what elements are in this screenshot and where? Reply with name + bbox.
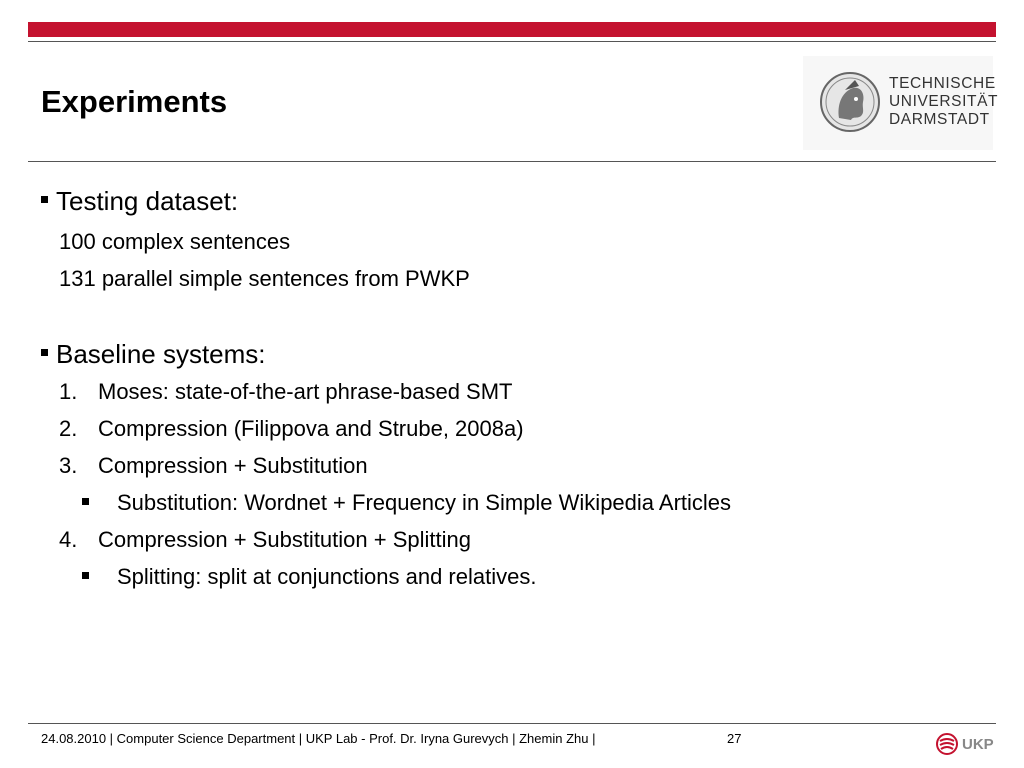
logo-line-3: DARMSTADT	[889, 111, 990, 128]
header-rule	[28, 41, 996, 42]
item-number: 1.	[59, 379, 78, 404]
page-number: 27	[727, 731, 742, 746]
item-number: 2.	[59, 416, 78, 441]
baseline-item-3-sub	[82, 490, 731, 516]
baseline-item-4	[59, 527, 471, 553]
ukp-logo-text: UKP	[962, 735, 994, 753]
header-accent-bar	[28, 22, 996, 37]
logo-wordmark	[889, 75, 998, 129]
baseline-item-4-sub	[82, 564, 536, 590]
baseline-item-1	[59, 379, 513, 405]
university-logo	[803, 56, 999, 150]
bullet-testing-dataset	[41, 186, 238, 217]
item-text: Compression (Filippova and Strube, 2008a)	[98, 416, 524, 441]
bullet-baseline-systems	[41, 339, 266, 370]
testing-line-2: 131 parallel simple sentences from PWKP	[59, 266, 470, 291]
sub-item-text: Substitution: Wordnet + Frequency in Simple Wikipedia Articles	[117, 490, 732, 515]
bullet-square-icon	[41, 349, 48, 356]
sub-bullet-square-icon	[82, 572, 89, 579]
baseline-item-3	[59, 453, 368, 479]
sub-bullet-square-icon	[82, 498, 89, 505]
item-text: Compression + Substitution	[98, 453, 368, 478]
item-text: Moses: state-of-the-art phrase-based SMT	[98, 379, 513, 404]
title-rule	[28, 161, 996, 162]
item-text: Compression + Substitution + Splitting	[98, 527, 471, 552]
testing-line-1: 100 complex sentences	[59, 229, 291, 254]
ukp-logo	[936, 733, 994, 755]
bullet-heading: Baseline systems:	[56, 339, 266, 369]
slide-title: Experiments	[41, 84, 228, 119]
item-number: 3.	[59, 453, 78, 478]
bullet-square-icon	[41, 196, 48, 203]
athena-seal-icon	[819, 66, 881, 138]
ukp-swirl-icon	[936, 733, 958, 755]
baseline-item-2	[59, 416, 524, 442]
footer-text: 24.08.2010 | Computer Science Department | UKP Lab - Prof. Dr. Iryna Gurevych | Zhemin Zhu |	[41, 731, 596, 746]
sub-item-text: Splitting: split at conjunctions and relatives.	[117, 564, 537, 589]
logo-line-2: UNIVERSITÄT	[889, 93, 999, 110]
bullet-heading: Testing dataset:	[56, 186, 239, 216]
item-number: 4.	[59, 527, 78, 552]
logo-line-1: TECHNISCHE	[889, 75, 996, 92]
footer-rule	[28, 723, 996, 724]
